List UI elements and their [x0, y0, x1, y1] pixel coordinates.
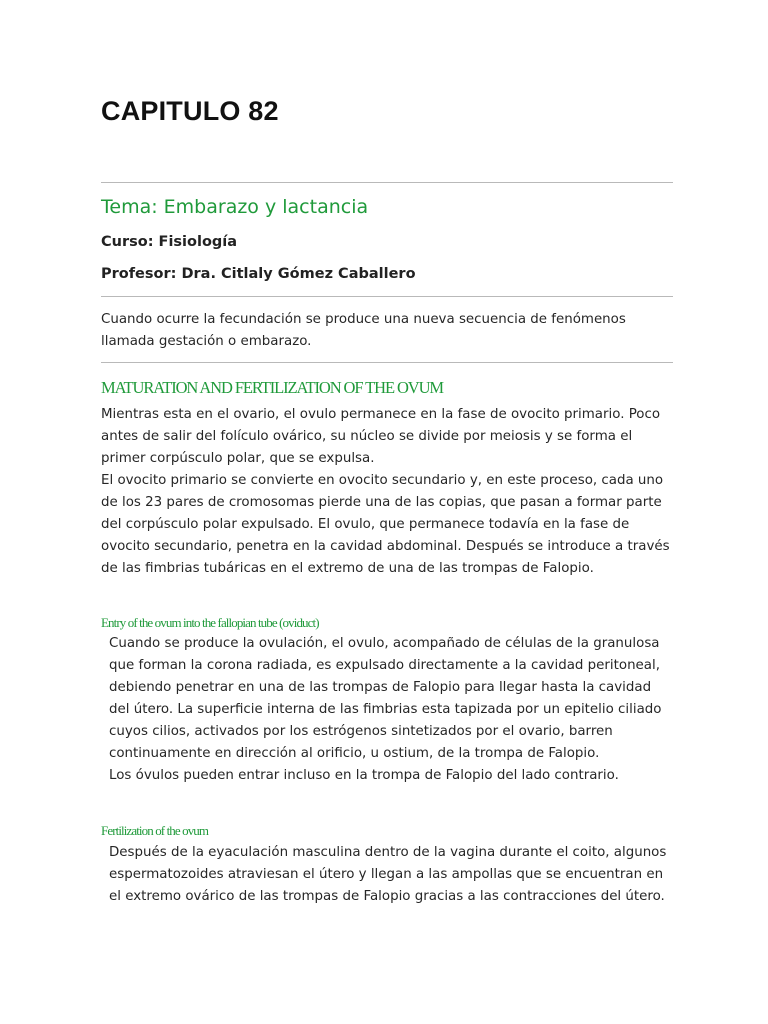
section-body-entry	[101, 633, 673, 787]
paragraph: Después de la eyaculación masculina dentro de la vagina durante el coito, algunos espermatozoides atraviesan el útero y llegan a las ampollas que se encuentran en el extremo ovárico de las trompas de Falopio gracias a las contracciones del útero.	[109, 845, 667, 904]
professor-label: Profesor: Dra. Citlaly Gómez Caballero	[101, 266, 416, 282]
divider	[101, 362, 673, 363]
section-heading-maturation: MATURATION AND FERTILIZATION OF THE OVUM	[101, 378, 443, 397]
divider	[101, 296, 673, 297]
section-heading-fertilization: Fertilization of the ovum	[101, 823, 209, 838]
divider	[101, 182, 673, 183]
paragraph: Los óvulos pueden entrar incluso en la trompa de Falopio del lado contrario.	[109, 768, 619, 783]
paragraph: Mientras esta en el ovario, el ovulo permanece en la fase de ovocito primario. Poco antes de salir del folículo ovárico, su núcleo se divide por meiosis y se forma el primer corpúsculo polar, que se expulsa.	[101, 407, 661, 466]
section-body-fertilization	[101, 842, 673, 908]
section-heading-entry: Entry of the ovum into the fallopian tube (oviduct)	[101, 615, 319, 630]
chapter-title: CAPITULO 82	[101, 96, 279, 126]
paragraph: El ovocito primario se convierte en ovocito secundario y, en este proceso, cada uno de los 23 pares de cromosomas pierde una de las copias, que pasan a formar parte del corpúsculo polar expulsado. El ovulo, que permanece todavía en la fase de ovocito secundario, penetra en la cavidad abdominal. Después se introduce a través de las fimbrias tubáricas en el extremo de una de las trompas de Falopio.	[101, 473, 670, 576]
paragraph: Cuando se produce la ovulación, el ovulo, acompañado de células de la granulosa que forman la corona radiada, es expulsado directamente a la cavidad peritoneal, debiendo penetrar en una de las trompas de Falopio para llegar hasta la cavidad del útero. La superficie interna de las fimbrias esta tapizada por un epitelio ciliado cuyos cilios, activados por los estrógenos sintetizados por el ovario, barren continuamente en dirección al orificio, u ostium, de la trompa de Falopio.	[109, 636, 662, 761]
intro-paragraph: Cuando ocurre la fecundación se produce una nueva secuencia de fenómenos llamada gestación o embarazo.	[101, 312, 626, 349]
topic-heading: Tema: Embarazo y lactancia	[101, 196, 369, 218]
course-label: Curso: Fisiología	[101, 234, 238, 250]
section-body-maturation	[101, 404, 673, 580]
